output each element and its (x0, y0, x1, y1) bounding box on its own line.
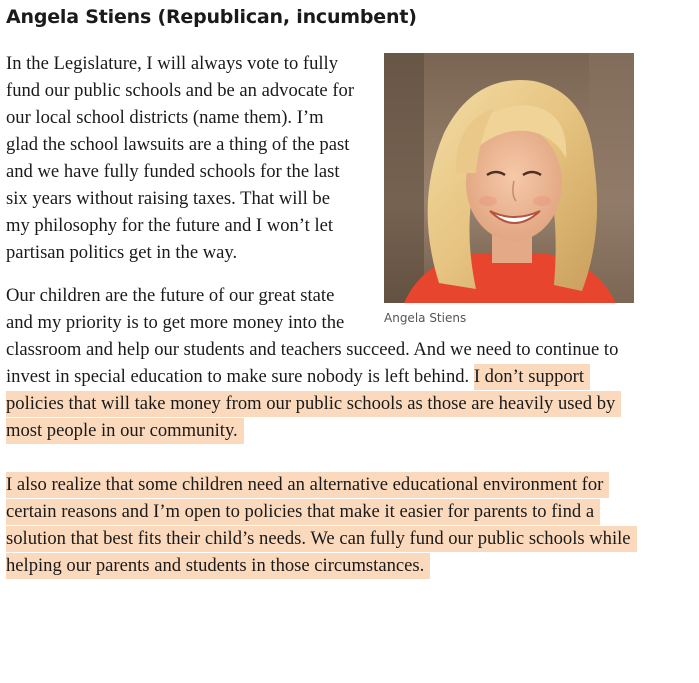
photo-caption: Angela Stiens (384, 311, 467, 325)
paragraph-2-text: Our children are the future of our great state and my priority is to get more money into the classroom and help our students and teachers succeed. And we need to continue to invest in special education to make sure nobody is left behind. (6, 285, 619, 387)
portrait-photo (384, 53, 634, 303)
highlighted-text: I don’t support policies that will take money from our public schools as those are heavily used by most people in our community. (6, 364, 621, 444)
paragraph-1: In the Legislature, I will always vote to fully fund our public schools and be an advocate for our local school districts (name them). I’m glad the school lawsuits are a thing of the past and we have fully funded schools for the last six years without raising taxes. That will be my philosophy for the future and I won’t let partisan politics get in the way. (6, 53, 355, 263)
photo-figure (384, 53, 634, 326)
highlighted-text: I also realize that some children need an alternative educational environment for certain reasons and I’m open to policies that make it easier for parents to find a solution that best fits their child’s needs. We can fully fund our public schools while helping our parents and students in those circumstances. (6, 472, 637, 579)
paragraph-3 (6, 471, 641, 579)
candidate-statement (6, 0, 646, 579)
candidate-heading: Angela Stiens (Republican, incumbent) (6, 6, 417, 28)
